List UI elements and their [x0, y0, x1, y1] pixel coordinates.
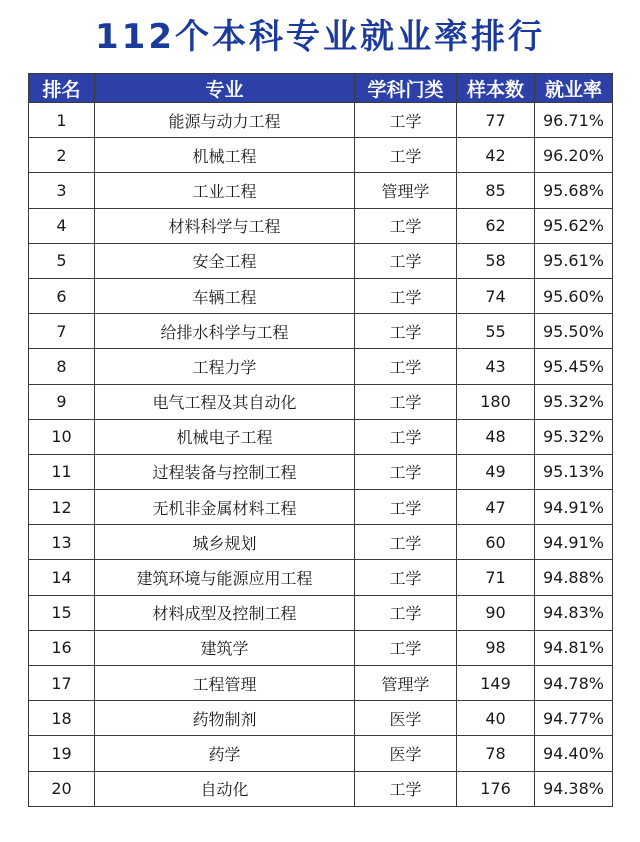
category-cell: 工学	[355, 560, 457, 595]
rank-cell: 4	[29, 208, 95, 243]
table-row	[29, 138, 613, 173]
sample-count-cell: 42	[457, 138, 535, 173]
table-row	[29, 454, 613, 489]
employment-rate-cell: 95.45%	[535, 349, 613, 384]
employment-rate-cell: 94.91%	[535, 490, 613, 525]
table-row	[29, 243, 613, 278]
table-row	[29, 208, 613, 243]
header-sample: 样本数	[457, 74, 535, 103]
major-cell: 药物制剂	[95, 701, 355, 736]
category-cell: 工学	[355, 490, 457, 525]
employment-rate-cell: 94.77%	[535, 701, 613, 736]
table-row	[29, 525, 613, 560]
category-cell: 管理学	[355, 173, 457, 208]
rank-cell: 7	[29, 314, 95, 349]
table-row	[29, 278, 613, 313]
sample-count-cell: 49	[457, 454, 535, 489]
sample-count-cell: 47	[457, 490, 535, 525]
major-cell: 工业工程	[95, 173, 355, 208]
table-row	[29, 771, 613, 806]
header-major: 专业	[95, 74, 355, 103]
table-row	[29, 314, 613, 349]
category-cell: 工学	[355, 384, 457, 419]
sample-count-cell: 149	[457, 666, 535, 701]
employment-rate-cell: 95.50%	[535, 314, 613, 349]
rank-cell: 2	[29, 138, 95, 173]
rank-cell: 12	[29, 490, 95, 525]
major-cell: 工程力学	[95, 349, 355, 384]
table-row	[29, 384, 613, 419]
table-row	[29, 173, 613, 208]
major-cell: 材料成型及控制工程	[95, 595, 355, 630]
employment-rate-cell: 95.32%	[535, 384, 613, 419]
employment-rate-cell: 95.13%	[535, 454, 613, 489]
rank-cell: 18	[29, 701, 95, 736]
employment-rate-cell: 94.83%	[535, 595, 613, 630]
table-row	[29, 666, 613, 701]
employment-rate-cell: 94.38%	[535, 771, 613, 806]
category-cell: 工学	[355, 243, 457, 278]
category-cell: 工学	[355, 525, 457, 560]
employment-rate-cell: 95.68%	[535, 173, 613, 208]
sample-count-cell: 60	[457, 525, 535, 560]
sample-count-cell: 71	[457, 560, 535, 595]
major-cell: 给排水科学与工程	[95, 314, 355, 349]
category-cell: 工学	[355, 595, 457, 630]
sample-count-cell: 98	[457, 630, 535, 665]
rank-cell: 11	[29, 454, 95, 489]
table-row	[29, 560, 613, 595]
rank-cell: 19	[29, 736, 95, 771]
table-row	[29, 701, 613, 736]
category-cell: 工学	[355, 419, 457, 454]
major-cell: 无机非金属材料工程	[95, 490, 355, 525]
category-cell: 工学	[355, 103, 457, 138]
category-cell: 工学	[355, 454, 457, 489]
sample-count-cell: 74	[457, 278, 535, 313]
sample-count-cell: 62	[457, 208, 535, 243]
ranking-table	[28, 73, 613, 807]
sample-count-cell: 85	[457, 173, 535, 208]
category-cell: 工学	[355, 771, 457, 806]
category-cell: 医学	[355, 736, 457, 771]
major-cell: 材料科学与工程	[95, 208, 355, 243]
rank-cell: 1	[29, 103, 95, 138]
table-row	[29, 736, 613, 771]
header-rank: 排名	[29, 74, 95, 103]
rank-cell: 6	[29, 278, 95, 313]
sample-count-cell: 176	[457, 771, 535, 806]
major-cell: 城乡规划	[95, 525, 355, 560]
employment-rate-cell: 94.88%	[535, 560, 613, 595]
rank-cell: 17	[29, 666, 95, 701]
table-header-row	[29, 74, 613, 103]
table-row	[29, 349, 613, 384]
header-rate: 就业率	[535, 74, 613, 103]
rank-cell: 3	[29, 173, 95, 208]
table-body	[29, 103, 613, 807]
sample-count-cell: 55	[457, 314, 535, 349]
major-cell: 自动化	[95, 771, 355, 806]
major-cell: 能源与动力工程	[95, 103, 355, 138]
employment-rate-cell: 94.40%	[535, 736, 613, 771]
major-cell: 机械电子工程	[95, 419, 355, 454]
sample-count-cell: 40	[457, 701, 535, 736]
page-title: 112个本科专业就业率排行	[95, 17, 545, 57]
rank-cell: 14	[29, 560, 95, 595]
employment-rate-cell: 95.62%	[535, 208, 613, 243]
rank-cell: 16	[29, 630, 95, 665]
employment-rate-cell: 96.71%	[535, 103, 613, 138]
header-category: 学科门类	[355, 74, 457, 103]
sample-count-cell: 43	[457, 349, 535, 384]
major-cell: 建筑环境与能源应用工程	[95, 560, 355, 595]
major-cell: 电气工程及其自动化	[95, 384, 355, 419]
sample-count-cell: 58	[457, 243, 535, 278]
rank-cell: 9	[29, 384, 95, 419]
table-row	[29, 419, 613, 454]
table-row	[29, 103, 613, 138]
table-row	[29, 630, 613, 665]
employment-rate-cell: 95.32%	[535, 419, 613, 454]
major-cell: 安全工程	[95, 243, 355, 278]
category-cell: 工学	[355, 314, 457, 349]
major-cell: 过程装备与控制工程	[95, 454, 355, 489]
employment-rate-cell: 95.61%	[535, 243, 613, 278]
sample-count-cell: 78	[457, 736, 535, 771]
sample-count-cell: 77	[457, 103, 535, 138]
rank-cell: 20	[29, 771, 95, 806]
employment-rate-cell: 95.60%	[535, 278, 613, 313]
sample-count-cell: 48	[457, 419, 535, 454]
category-cell: 工学	[355, 278, 457, 313]
category-cell: 管理学	[355, 666, 457, 701]
category-cell: 工学	[355, 349, 457, 384]
employment-rate-cell: 94.81%	[535, 630, 613, 665]
rank-cell: 15	[29, 595, 95, 630]
category-cell: 工学	[355, 208, 457, 243]
rank-cell: 13	[29, 525, 95, 560]
category-cell: 工学	[355, 630, 457, 665]
employment-rate-cell: 94.78%	[535, 666, 613, 701]
employment-rate-cell: 94.91%	[535, 525, 613, 560]
rank-cell: 5	[29, 243, 95, 278]
rank-cell: 8	[29, 349, 95, 384]
major-cell: 建筑学	[95, 630, 355, 665]
sample-count-cell: 180	[457, 384, 535, 419]
category-cell: 医学	[355, 701, 457, 736]
major-cell: 药学	[95, 736, 355, 771]
category-cell: 工学	[355, 138, 457, 173]
major-cell: 车辆工程	[95, 278, 355, 313]
major-cell: 机械工程	[95, 138, 355, 173]
table-row	[29, 595, 613, 630]
sample-count-cell: 90	[457, 595, 535, 630]
employment-rate-cell: 96.20%	[535, 138, 613, 173]
rank-cell: 10	[29, 419, 95, 454]
table-row	[29, 490, 613, 525]
major-cell: 工程管理	[95, 666, 355, 701]
